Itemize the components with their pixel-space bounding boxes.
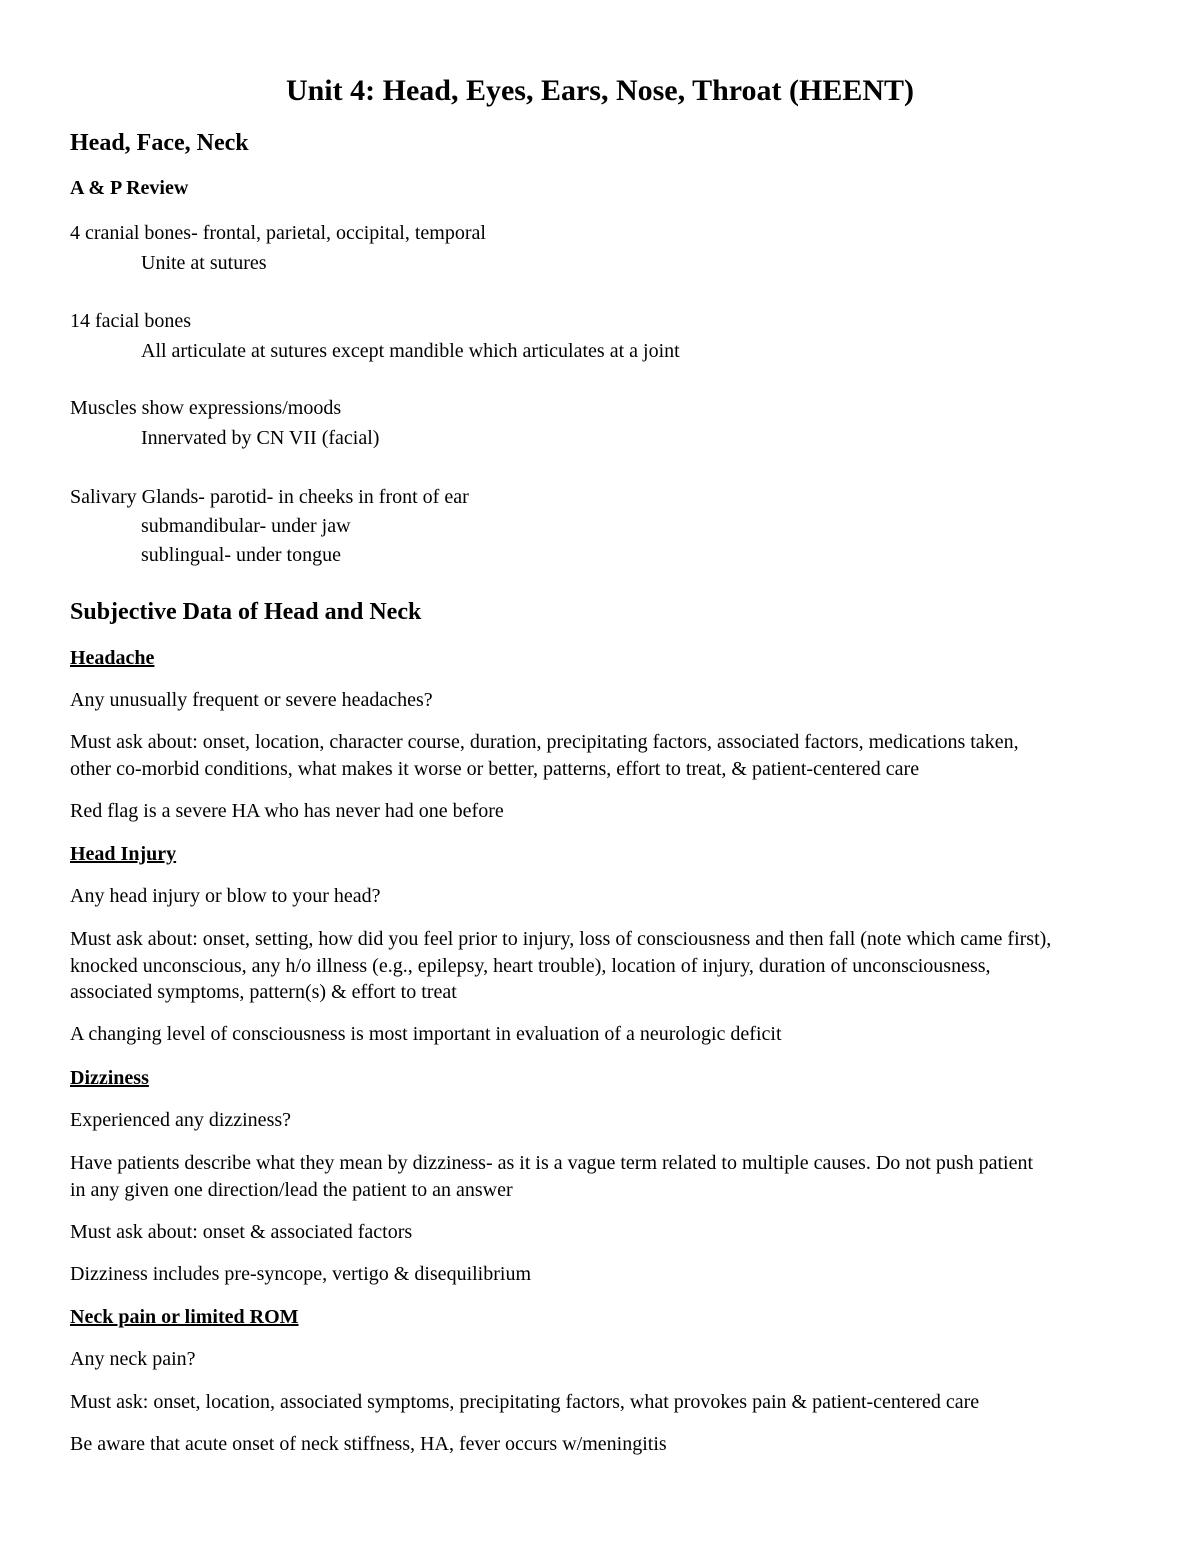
head-injury-ask-line-2: knocked unconscious, any h/o illness (e.g., epilepsy, heart trouble), location of injury, duration of unconsciousness, — [70, 955, 991, 977]
facial-bones-sub: All articulate at sutures except mandible which articulates at a joint — [141, 340, 680, 362]
cranial-bones-sub: Unite at sutures — [141, 252, 267, 274]
head-injury-question: Any head injury or blow to your head? — [70, 885, 381, 907]
label-neck-pain: Neck pain or limited ROM — [70, 1306, 299, 1328]
headache-red-flag: Red flag is a severe HA who has never had one before — [70, 800, 504, 822]
page-title: Unit 4: Head, Eyes, Ears, Nose, Throat (HEENT) — [285, 74, 915, 107]
salivary-sublingual: sublingual- under tongue — [141, 544, 341, 566]
facial-bones-line: 14 facial bones — [70, 310, 192, 332]
salivary-glands-line: Salivary Glands- parotid- in cheeks in front of ear — [70, 486, 469, 508]
label-headache: Headache — [70, 647, 155, 669]
section-heading-head-face-neck: Head, Face, Neck — [70, 130, 249, 156]
neck-pain-note: Be aware that acute onset of neck stiffness, HA, fever occurs w/meningitis — [70, 1433, 667, 1455]
dizziness-note: Dizziness includes pre-syncope, vertigo & disequilibrium — [70, 1263, 532, 1285]
dizziness-desc-line-2: in any given one direction/lead the patient to an answer — [70, 1179, 513, 1201]
head-injury-ask-line-1: Must ask about: onset, setting, how did you feel prior to injury, loss of consciousness and then fall (note which came first), — [70, 928, 1052, 950]
salivary-submandibular: submandibular- under jaw — [141, 515, 351, 537]
headache-ask-line-1: Must ask about: onset, location, character course, duration, precipitating factors, associated factors, medications taken, — [70, 731, 1019, 753]
head-injury-ask-line-3: associated symptoms, pattern(s) & effort to treat — [70, 981, 457, 1003]
neck-pain-ask: Must ask: onset, location, associated symptoms, precipitating factors, what provokes pain & patient-centered care — [70, 1391, 980, 1413]
label-dizziness: Dizziness — [70, 1067, 149, 1089]
muscles-sub: Innervated by CN VII (facial) — [141, 427, 380, 449]
dizziness-question: Experienced any dizziness? — [70, 1109, 292, 1131]
subheading-ap-review: A & P Review — [70, 177, 189, 199]
head-injury-note: A changing level of consciousness is most important in evaluation of a neurologic deficit — [70, 1023, 782, 1045]
section-heading-subjective-data: Subjective Data of Head and Neck — [70, 599, 422, 625]
dizziness-ask: Must ask about: onset & associated factors — [70, 1221, 413, 1243]
headache-ask-line-2: other co-morbid conditions, what makes it worse or better, patterns, effort to treat, & patient-centered care — [70, 758, 920, 780]
dizziness-desc-line-1: Have patients describe what they mean by dizziness- as it is a vague term related to multiple causes. Do not push patient — [70, 1152, 1034, 1174]
label-head-injury: Head Injury — [70, 843, 177, 865]
headache-question: Any unusually frequent or severe headaches? — [70, 689, 433, 711]
neck-pain-question: Any neck pain? — [70, 1348, 196, 1370]
cranial-bones-line: 4 cranial bones- frontal, parietal, occipital, temporal — [70, 222, 486, 244]
muscles-line: Muscles show expressions/moods — [70, 397, 342, 419]
